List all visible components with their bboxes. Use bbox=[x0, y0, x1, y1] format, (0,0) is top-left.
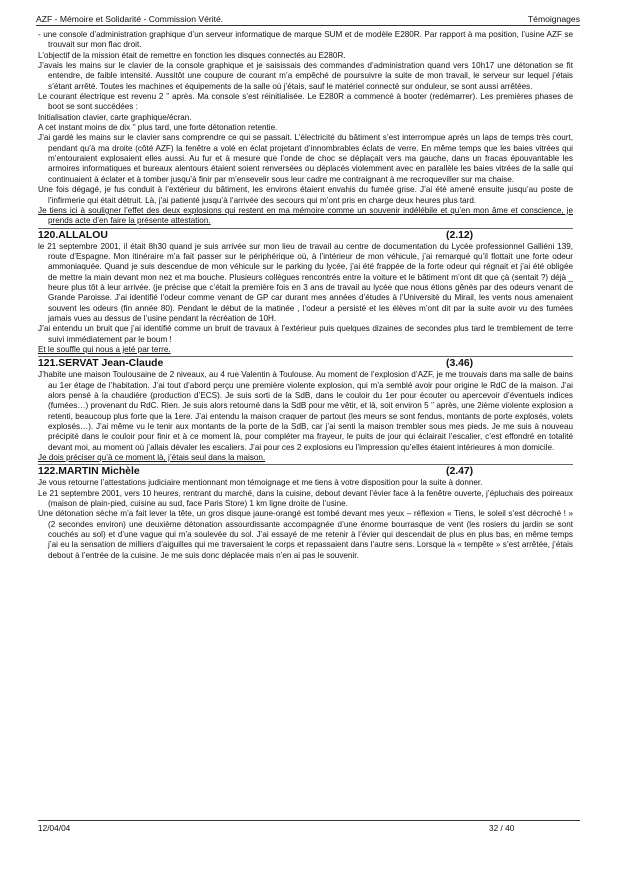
paragraph: Le courant électrique est revenu 2 ’’ après. Ma console s’est réinitialisée. Le E280R a commencé à booter (redémarrer). Les premières phases de boot se sont succédées : bbox=[38, 92, 573, 112]
document-body bbox=[38, 30, 573, 561]
witness-name: 121.SERVAT Jean-Claude bbox=[38, 358, 164, 370]
footer-date: 12/04/04 bbox=[38, 823, 71, 833]
paragraph: Je vous retourne l’attestations judiciaire mentionnant mon témoignage et me tiens à votre disposition pour la suite à donner. bbox=[38, 478, 483, 488]
paragraph: Initialisation clavier, carte graphique/écran. bbox=[38, 112, 192, 122]
paragraph: Le 21 septembre 2001, vers 10 heures, rentrant du marché, dans la cuisine, debout devant l’évier face à la fenêtre ouverte, j’épluchais des poireaux (maison de plain-pied, cuisine au sud, face Paris Store) 1 km ligne droite de l’usine. bbox=[38, 488, 573, 509]
paragraph-underlined: Et le souffle qui nous a jeté par terre. bbox=[38, 344, 171, 354]
header-title: AZF - Mémoire et Solidarité - Commission Vérité. bbox=[36, 14, 224, 24]
header-section: Témoignages bbox=[527, 14, 580, 24]
paragraph: J’ai entendu un bruit que j’ai identifié comme un bruit de travaux à l’extérieur puis quelques dizaines de secondes plus tard le tremblement de terre suivi immédiatement par le boum ! bbox=[38, 324, 573, 344]
witness-name: 120.ALLALOU bbox=[38, 229, 108, 241]
paragraph: J’avais les mains sur le clavier de la console graphique et je saisissais des commandes d’administration quand vers 10h17 une détonation se fit entendre, de faible intensité. Aussitôt une coupure de courant m’a empêché de poursuivre la suite de mon travail, le serveur sur lequel j’étais s’étant arrêté. Toutes les machines et équipements de la salle où j’étais, sauf le matériel connecté sur onduleur, se sont aussi arrêtées. bbox=[38, 61, 573, 91]
witness-code: (2.47) bbox=[446, 466, 474, 478]
witness-code: (3.46) bbox=[446, 358, 474, 370]
section-header bbox=[38, 356, 573, 370]
witness-code: (2.12) bbox=[446, 229, 474, 241]
paragraph-underlined: Je dois préciser qu’à ce moment là, j’étais seul dans la maison. bbox=[38, 453, 266, 463]
paragraph: A cet instant moins de dix ’’ plus tard, une forte détonation retentie. bbox=[38, 123, 278, 133]
page-header bbox=[36, 14, 580, 26]
paragraph: L’objectif de la mission était de remettre en fonction les disques connectés au E280R. bbox=[38, 50, 346, 60]
page-footer bbox=[38, 820, 580, 833]
paragraph: - une console d’administration graphique d’un serveur informatique de marque SUM et de modèle E280R. Par rapport à ma position, l’usine AZF se trouvait sur mon flac droit. bbox=[38, 30, 573, 50]
paragraph: J’habite une maison Toulousaine de 2 niveaux, au 4 rue Valentin à Toulouse. Au moment de l’explosion d’AZF, je me trouvais dans ma salle de bains au 1er étage de l’habitation. J’ai tout d’abord perçu une première violente explosion, qui m’a semblé avoir pour origine le RdC de la maison. J’ai alors pensé à la chaudière (production d’ECS). Je suis sorti de la SdB, dans le couloir du 1er pour écouter ou apercevoir d’éventuels indices (fumées…) provenant du RdC. Rien. Je suis alors retourné dans la SdB pour me vêtir, et là, soit environ 5 ’’ après, une 2ième violente explosion a retenti, beaucoup plus forte que la 1ere. J’ai entendu la maison craquer de partout (les meurs se sont fendus, montants de porte explosés, volets explosés…). J’ai même vu le tenir aux montants de la porte de la SdB, car j’ai senti la maison trembler sous mes pieds. Je me suis à nouveau précipité dans le couloir pour finir et à ce moment là, pour compléter ma frayeur, le puits de jour qui éclairait l’escalier, c’est effondré en totalité devant moi, au moment où j’allais dévaler les escaliers. J’ai pour ces 2 explosions eu l’impression qu’elles étaient intérieures à mon domicile. bbox=[38, 370, 573, 452]
section-header bbox=[38, 228, 573, 242]
paragraph: Une détonation sèche m’a fait lever la tête, un gros disque jaune-orangé est tombé devant mes yeux – réflexion « Tiens, le soleil s’est décroché ! » (2 secondes environ) une deuxième détonation assourdissante accompagnée d’une énorme bourrasque de vent (les rosiers du jardin se sont couchés au sol) et d’une vague qui m’a soulevée du sol. J’ai essayé de me retenir à l’évier qui descendait de plus en plus bas, en même temps j’ai eu la sensation de milliers d’aiguilles qui me traversaient le corps et repassaient dans l’autre sens. Lorsque la « tempête » s’est arrêtée, j’étais debout à l’entrée de la cuisine. Je me suis donc déplacée mais n’en ai pas le souvenir. bbox=[38, 509, 573, 560]
paragraph-underlined: Je tiens ici à souligner l’effet des deux explosions qui restent en ma mémoire comme un souvenir indélébile et qu’en mon âme et conscience, je prends acte d’en faire la présente attestation. bbox=[38, 205, 573, 226]
section-header bbox=[38, 464, 573, 478]
witness-name: 122.MARTIN Michèle bbox=[38, 466, 140, 478]
paragraph: J’ai gardé les mains sur le clavier sans comprendre ce qui se passait. L’électricité du bâtiment s’est interrompue après un laps de temps très court, pendant qu’à ma droite (côté AZF) la fenêtre a volé en éclat projetant d’innombrables éclats de verre. En même temps que les baies vitrées qui m’entouraient explosaient elles aussi. Au fur et à mesure que l’onde de choc se déplaçait vers ma gauche, dans un fracas épouvantable les armoires informatiques et bureaux alentours étaient soient renversées ou déplacés violemment avec en parallèle les baies vitrées de la salle qui continuaient à éclater et à tomber jusqu’à finir par m’ensevelir sous leur cadre me contraignant à me recroqueviller sur ma chaise. bbox=[38, 133, 573, 184]
page-number: 32 / 40 bbox=[489, 823, 515, 833]
paragraph: Une fois dégagé, je fus conduit à l’extérieur du bâtiment, les environs étaient envahis du fumée grise. J’ai été amené ensuite jusqu’au poste de l’infirmerie qui était détruit. Là, j’ai patienté jusqu’à l’arrivée des secours qui m’ont pris en charge deux heures plus tard. bbox=[38, 185, 573, 205]
paragraph: le 21 septembre 2001, il était 8h30 quand je suis arrivée sur mon lieu de travail au centre de documentation du Lycée professionnel Galliéni 139, route d’Espagne. Mon itinéraire m’a fait passer sur le périphérique où, à l’intérieur de mon véhicule, j’ai remarqué qu’il flottait une forte odeur ammoniaquée. Quand je suis descendue de mon véhicule sur le parking du lycée, j’ai été frappée de la forte odeur qui régnait et j’ai été obligée de mettre la main devant mon nez et ma bouche. Plusieurs collègues rencontrés entre la voiture et le bâtiment m’ont dit que çà (sentait ?) déjà _ heure plus tôt à leur arrivée. (je précise que c’était la première fois en 3 ans de travail au lycée que nous étions gênés par des odeurs venant de Grande Paroisse. J’ai identifié l’odeur comme venant de GP car durant mes années d’études à l’Université du Mirail, les vents nous amenaient souvent les odeurs (fin année 80). Pendant le début de la matinée , l’odeur a persisté et les élèves m’ont dit par la suite avoir vu des fumées jamais vues au dessus de l’usine pendant la récréation de 10H. bbox=[38, 241, 573, 323]
